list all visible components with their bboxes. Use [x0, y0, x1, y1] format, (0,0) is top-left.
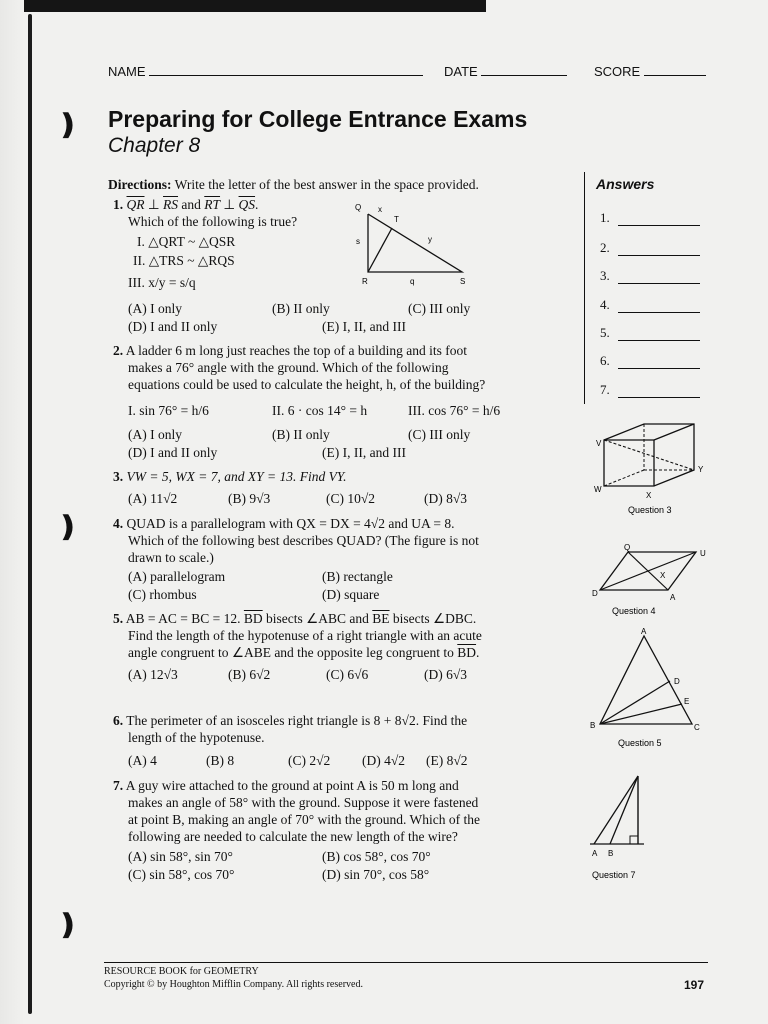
- question-4-choice-b[interactable]: (B) rectangle: [322, 569, 393, 584]
- question-2-choice-c[interactable]: (C) III only: [408, 427, 471, 442]
- question-1-statement-iii: III. x/y = s/q: [128, 275, 196, 290]
- page-title: Preparing for College Entrance Exams: [108, 106, 528, 132]
- scan-edge-top: [0, 0, 486, 12]
- fig3-caption: Question 3: [628, 505, 672, 515]
- question-7-figure: [586, 772, 686, 882]
- fig5-label-d: D: [674, 677, 680, 686]
- question-4-line1: 4. QUAD is a parallelogram with QX = DX = 4√2 and UA = 8.: [113, 516, 455, 531]
- question-2-statement-i: I. sin 76° = h/6: [128, 403, 209, 418]
- date-label: DATE: [444, 64, 478, 79]
- fig1-label-y: y: [428, 235, 432, 244]
- question-1-line2: Which of the following is true?: [128, 214, 298, 229]
- footer-rule: [104, 962, 708, 963]
- question-2-line2: makes a 76° angle with the ground. Which of the following: [128, 360, 449, 375]
- question-7-choice-b[interactable]: (B) cos 58°, cos 70°: [322, 849, 431, 864]
- fig4-label-q: Q: [624, 543, 631, 552]
- question-2-choice-d[interactable]: (D) I and II only: [128, 445, 218, 460]
- question-1-stem: 1. $\overline{QR}$ ⊥ $\overline{RS}$ and $\overline{RT}$ ⊥ $\overline{QS}$.: [113, 197, 259, 212]
- fig4-caption: Question 4: [612, 606, 656, 616]
- question-2-statement-iii: III. cos 76° = h/6: [408, 403, 501, 418]
- question-3-stem: 3. VW = 5, WX = 7, and XY = 13. Find VY.: [113, 469, 347, 484]
- question-4-choice-d[interactable]: (D) square: [322, 587, 380, 602]
- question-4-choice-a[interactable]: (A) parallelogram: [128, 569, 226, 584]
- question-6-choice-c[interactable]: (C) 2√2: [288, 753, 331, 768]
- directions: [108, 176, 479, 193]
- fig3-label-w: W: [594, 485, 602, 494]
- question-5-choice-a[interactable]: (A) 12√3: [128, 667, 178, 682]
- question-3-figure: [590, 420, 710, 520]
- footer-copyright: Copyright © by Houghton Mifflin Company. All rights reserved.: [104, 979, 363, 990]
- score-label: SCORE: [594, 64, 641, 79]
- question-6-choice-d[interactable]: (D) 4√2: [362, 753, 406, 768]
- fig7-label-a: A: [592, 849, 598, 858]
- fig3-label-y: Y: [698, 465, 704, 474]
- fig1-label-x: x: [378, 205, 382, 214]
- fig4-label-d: D: [592, 589, 598, 598]
- answer-line-3[interactable]: 3.: [600, 268, 700, 284]
- question-2-choice-b[interactable]: (B) II only: [272, 427, 330, 442]
- question-4-line2: Which of the following best describes QUAD? (The figure is not: [128, 533, 479, 548]
- question-1-choice-a[interactable]: (A) I only: [128, 301, 182, 316]
- fig3-label-v: V: [596, 439, 602, 448]
- question-7-line1: 7. A guy wire attached to the ground at point A is 50 m long and: [113, 778, 459, 793]
- answer-line-6[interactable]: 6.: [600, 353, 700, 369]
- fig7-caption: Question 7: [592, 870, 636, 880]
- question-3-choice-a[interactable]: (A) 11√2: [128, 491, 178, 506]
- punch-hole-mark: ❫: [56, 110, 80, 141]
- question-1-choice-d[interactable]: (D) I and II only: [128, 319, 218, 334]
- fig7-label-b: B: [608, 849, 614, 858]
- footer-book: RESOURCE BOOK for GEOMETRY: [104, 966, 259, 977]
- binding-spine: [28, 14, 32, 1014]
- answers-divider: [584, 172, 585, 404]
- date-field[interactable]: [444, 64, 567, 79]
- question-7-choice-d[interactable]: (D) sin 70°, cos 58°: [322, 867, 430, 882]
- question-1-statement-ii: II. △TRS ~ △RQS: [133, 253, 235, 268]
- name-label: NAME: [108, 64, 146, 79]
- fig4-label-u: U: [700, 549, 706, 558]
- question-3-choice-b[interactable]: (B) 9√3: [228, 491, 271, 506]
- fig1-label-s: s: [356, 237, 360, 246]
- question-5-line1: 5. AB = AC = BC = 12. $\overline{BD}$ bisects ∠ABC and $\overline{BE}$ bisects ∠DBC.: [113, 611, 477, 626]
- question-2-line1: 2. A ladder 6 m long just reaches the top of a building and its foot: [113, 343, 467, 358]
- question-5-figure: [586, 626, 711, 751]
- score-field[interactable]: [594, 64, 706, 79]
- question-7-line2: makes an angle of 58° with the ground. Suppose it were fastened: [128, 795, 479, 810]
- fig5-label-a: A: [641, 627, 647, 636]
- directions-label: Directions:: [108, 177, 172, 192]
- score-line[interactable]: [644, 75, 706, 76]
- question-1-figure: [350, 200, 475, 290]
- answer-line-7[interactable]: 7.: [600, 382, 700, 398]
- name-line[interactable]: [149, 75, 423, 76]
- question-6-choice-a[interactable]: (A) 4: [128, 753, 157, 768]
- fig3-label-x: X: [646, 491, 652, 500]
- fig1-label-r: R: [362, 277, 368, 286]
- question-7-line3: at point B, making an angle of 70° with the ground. Which of the: [128, 812, 480, 827]
- question-5-line2: Find the length of the hypotenuse of a right triangle with an acute: [128, 628, 482, 643]
- answer-line-4[interactable]: 4.: [600, 297, 700, 313]
- question-2-choice-e[interactable]: (E) I, II, and III: [322, 445, 406, 460]
- question-1-choice-e[interactable]: (E) I, II, and III: [322, 319, 406, 334]
- answer-line-1[interactable]: 1.: [600, 210, 700, 226]
- question-3-choice-d[interactable]: (D) 8√3: [424, 491, 468, 506]
- page-subtitle: Chapter 8: [108, 134, 201, 157]
- question-5-choice-b[interactable]: (B) 6√2: [228, 667, 271, 682]
- date-line[interactable]: [481, 75, 567, 76]
- punch-hole-mark: ❫: [56, 910, 80, 941]
- fig5-label-c: C: [694, 723, 700, 732]
- fig5-caption: Question 5: [618, 738, 662, 748]
- question-1-choice-c[interactable]: (C) III only: [408, 301, 471, 316]
- question-7-choice-a[interactable]: (A) sin 58°, sin 70°: [128, 849, 233, 864]
- question-6-line1: 6. The perimeter of an isosceles right triangle is 8 + 8√2. Find the: [113, 713, 468, 728]
- question-5-choice-c[interactable]: (C) 6√6: [326, 667, 369, 682]
- punch-hole-mark: ❫: [56, 512, 80, 543]
- fig1-label-s-vertex: S: [460, 277, 466, 286]
- fig5-label-b: B: [590, 721, 596, 730]
- question-4-line3: drawn to scale.): [128, 550, 214, 565]
- question-7-line4: following are needed to calculate the new length of the wire?: [128, 829, 458, 844]
- question-5-line3: angle congruent to ∠ABE and the opposite leg congruent to $\overline{BD}$.: [128, 645, 480, 660]
- question-2-choice-a[interactable]: (A) I only: [128, 427, 182, 442]
- fig4-label-x: X: [660, 571, 666, 580]
- fig4-label-a: A: [670, 593, 676, 602]
- fig5-label-e: E: [684, 697, 690, 706]
- question-4-figure: [588, 540, 713, 620]
- scan-shadow-left: [0, 0, 24, 1024]
- question-5-choice-d[interactable]: (D) 6√3: [424, 667, 468, 682]
- question-7-choice-c[interactable]: (C) sin 58°, cos 70°: [128, 867, 235, 882]
- question-6-choice-e[interactable]: (E) 8√2: [426, 753, 468, 768]
- fig1-label-q: Q: [355, 203, 362, 212]
- question-2-line3: equations could be used to calculate the height, h, of the building?: [128, 377, 486, 392]
- fig1-label-t: T: [394, 215, 399, 224]
- question-6-line2: length of the hypotenuse.: [128, 730, 265, 745]
- answer-line-2[interactable]: 2.: [600, 240, 700, 256]
- page-number: 197: [684, 978, 705, 992]
- question-1-choice-b[interactable]: (B) II only: [272, 301, 330, 316]
- question-4-choice-c[interactable]: (C) rhombus: [128, 587, 197, 602]
- fig1-label-qside: q: [410, 277, 415, 286]
- question-2-statement-ii: II. 6 · cos 14° = h: [272, 403, 368, 418]
- answer-line-5[interactable]: 5.: [600, 325, 700, 341]
- directions-text: Write the letter of the best answer in the space provided.: [171, 177, 479, 192]
- question-1-statement-i: I. △QRT ~ △QSR: [137, 234, 236, 249]
- question-3-choice-c[interactable]: (C) 10√2: [326, 491, 376, 506]
- name-field[interactable]: [108, 64, 423, 79]
- answers-title: Answers: [596, 176, 655, 192]
- question-6-choice-b[interactable]: (B) 8: [206, 753, 235, 768]
